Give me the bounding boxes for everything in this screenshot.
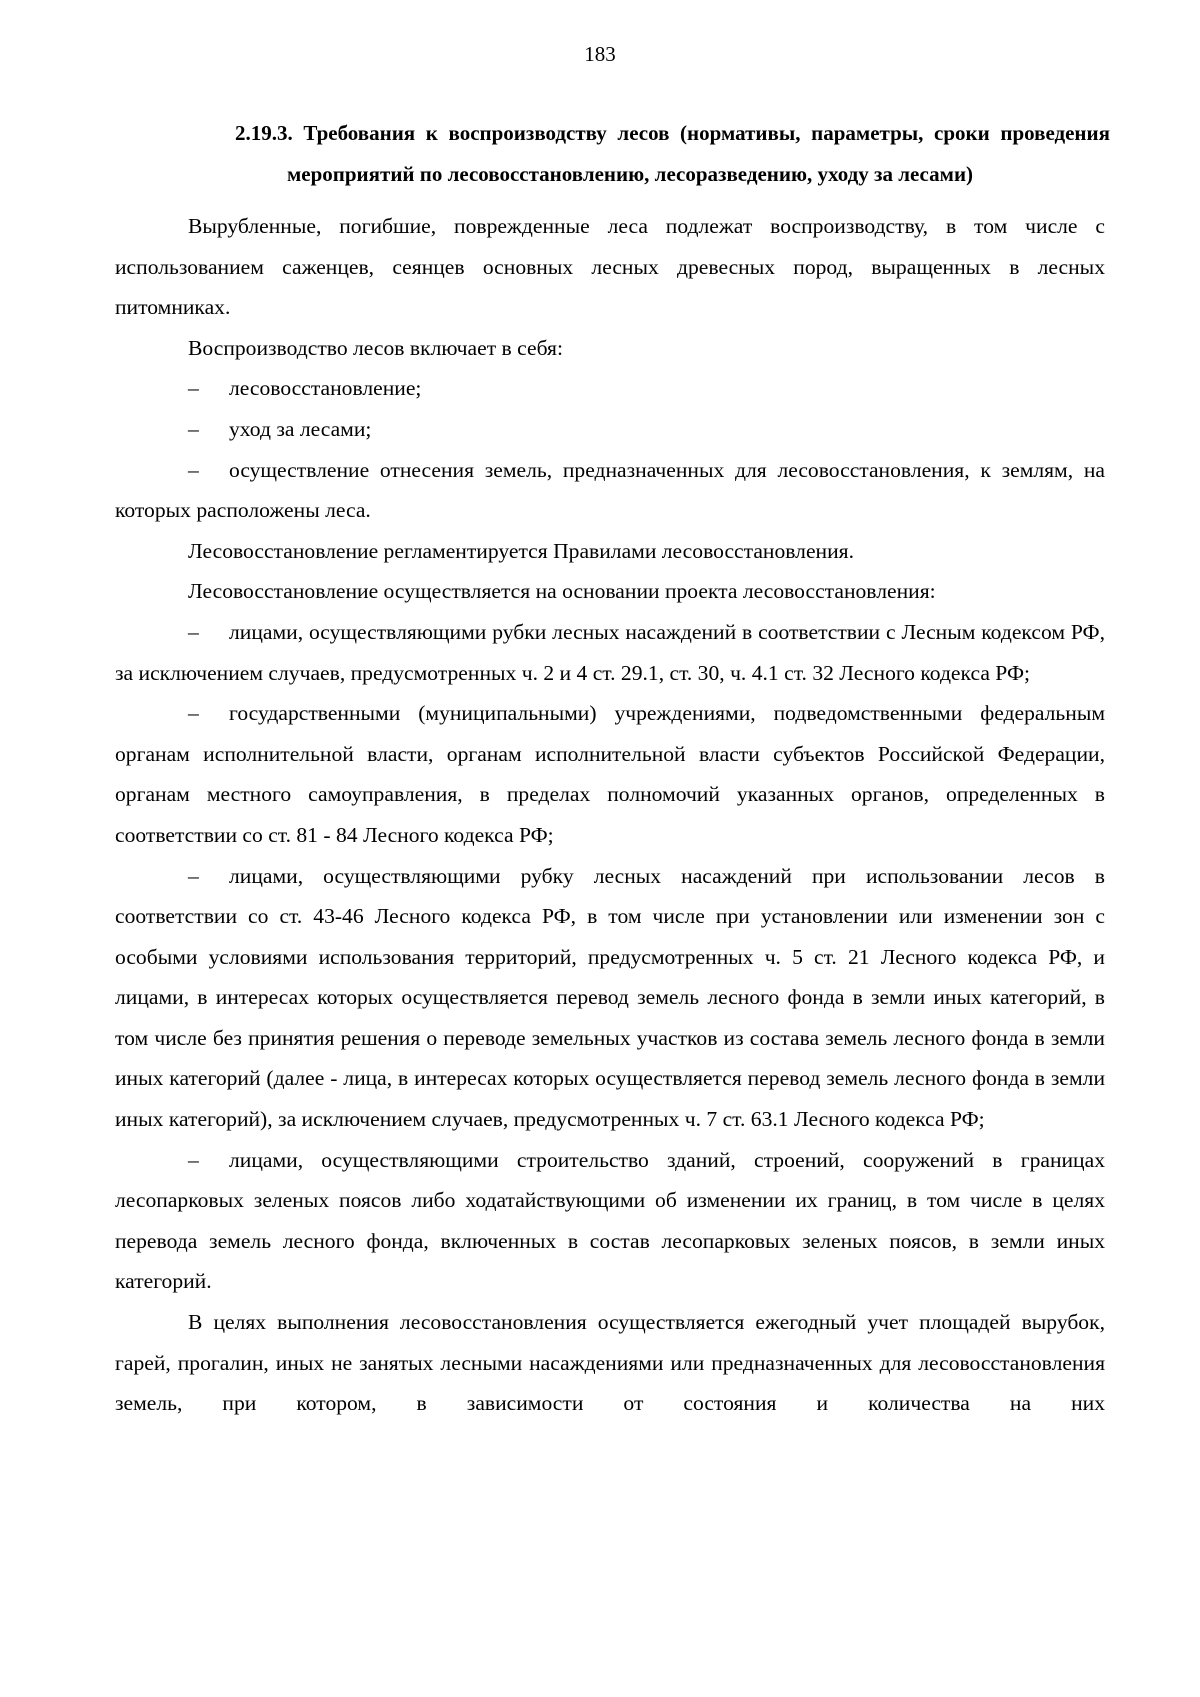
list-item-text: лесовосстановление; bbox=[229, 376, 422, 401]
body-text bbox=[115, 206, 1105, 1424]
list-item-text: государственными (муниципальными) учреждениями, подведомственными федеральным органам исполнительной власти, органам исполнительной власти субъектов Российской Федерации, органам местного самоуправления, в пределах полномочий указанных органов, определенных в соответствии со ст. 81 - 84 Лесного кодекса РФ; bbox=[115, 701, 1105, 847]
paragraph: Вырубленные, погибшие, поврежденные леса подлежат воспроизводству, в том числе с использованием саженцев, сеянцев основных лесных древесных пород, выращенных в лесных питомниках. bbox=[115, 214, 1105, 320]
list-item bbox=[115, 856, 1105, 1140]
list-item-text: лицами, осуществляющими рубки лесных насаждений в соответствии с Лесным кодексом РФ, за исключением случаев, предусмотренных ч. 2 и 4 ст. 29.1, ст. 30, ч. 4.1 ст. 32 Лесного кодекса РФ; bbox=[115, 619, 1105, 685]
list-item bbox=[115, 450, 1105, 531]
paragraph: Лесовосстановление регламентируется Правилами лесовосстановления. bbox=[188, 538, 854, 563]
list-item bbox=[115, 612, 1105, 693]
paragraph: Лесовосстановление осуществляется на основании проекта лесовосстановления: bbox=[188, 579, 936, 604]
list-item-text: уход за лесами; bbox=[229, 416, 372, 441]
dash-marker: – bbox=[188, 1147, 199, 1172]
section-heading: 2.19.3. Требования к воспроизводству лесов (нормативы, параметры, сроки проведения мероприятий по лесовосстановлению, лесоразведению, уходу за лесами) bbox=[235, 121, 1110, 186]
page-number: 183 bbox=[584, 42, 616, 66]
list-item bbox=[115, 693, 1105, 855]
paragraph: В целях выполнения лесовосстановления осуществляется ежегодный учет площадей вырубок, гарей, прогалин, иных не занятых лесными насаждениями или предназначенных для лесовосстановления земель, при котором, в зависимости от состояния и количества на них bbox=[115, 1310, 1105, 1416]
dash-marker: – bbox=[188, 863, 199, 888]
dash-marker: – bbox=[188, 416, 199, 441]
list-item bbox=[115, 1140, 1105, 1302]
dash-marker: – bbox=[188, 619, 199, 644]
paragraph: Воспроизводство лесов включает в себя: bbox=[188, 335, 563, 360]
dash-marker: – bbox=[188, 701, 199, 726]
list-item bbox=[115, 409, 1105, 450]
list-item-text: осуществление отнесения земель, предназначенных для лесовосстановления, к землям, на которых расположены леса. bbox=[115, 457, 1105, 523]
dash-marker: – bbox=[188, 457, 199, 482]
list-item-text: лицами, осуществляющими рубку лесных насаждений при использовании лесов в соответствии со ст. 43-46 Лесного кодекса РФ, в том числе при установлении или изменении зон с особыми условиями использования территорий, предусмотренных ч. 5 ст. 21 Лесного кодекса РФ, и лицами, в интересах которых осуществляется перевод земель лесного фонда в земли иных категорий, в том числе без принятия решения о переводе земельных участков из состава земель лесного фонда в земли иных категорий (далее - лица, в интересах которых осуществляется перевод земель лесного фонда в земли иных категорий), за исключением случаев, предусмотренных ч. 7 ст. 63.1 Лесного кодекса РФ; bbox=[115, 863, 1105, 1132]
list-item-text: лицами, осуществляющими строительство зданий, строений, сооружений в границах лесопарковых зеленых поясов либо ходатайствующими об изменении их границ, в том числе в целях перевода земель лесного фонда, включенных в состав лесопарковых зеленых поясов, в земли иных категорий. bbox=[115, 1147, 1105, 1294]
list-item bbox=[115, 368, 1105, 409]
dash-marker: – bbox=[188, 376, 199, 401]
